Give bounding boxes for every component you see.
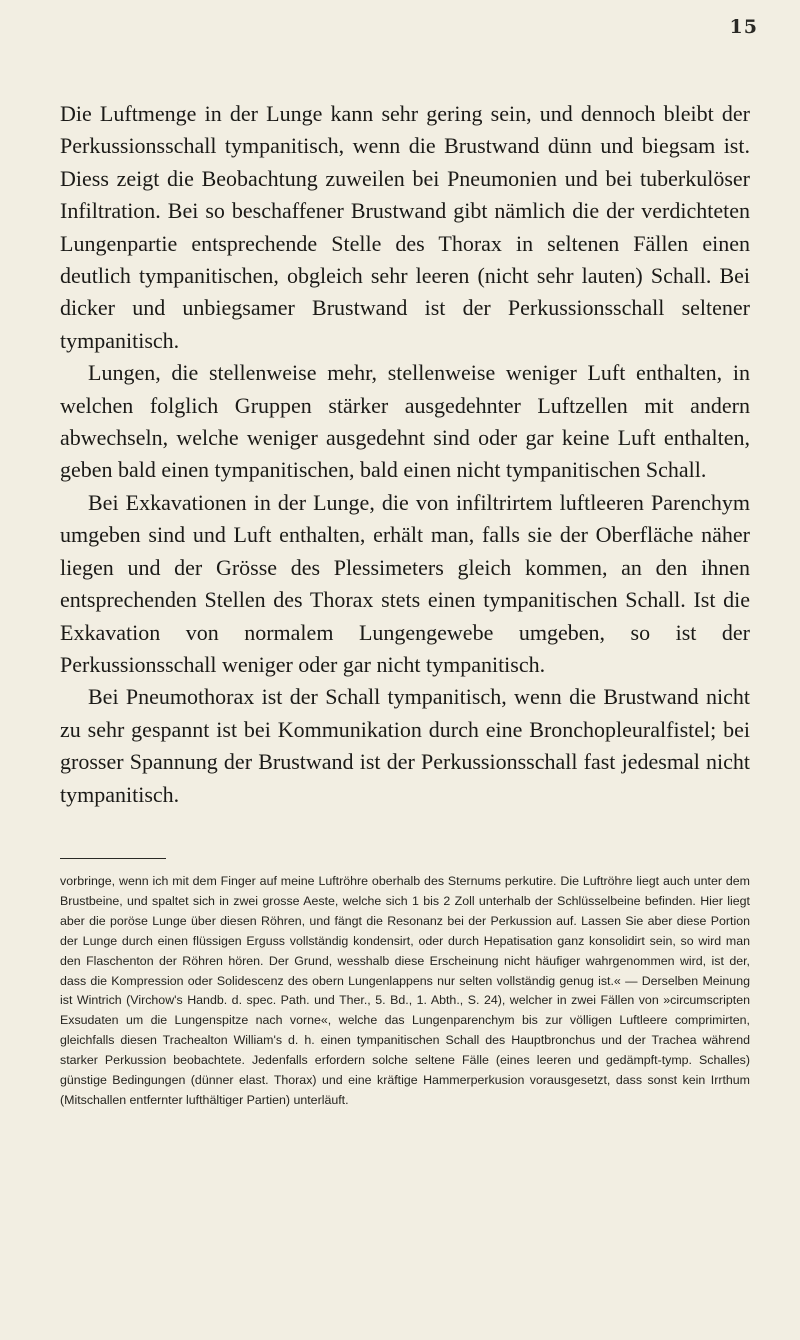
footnote-divider	[60, 858, 166, 859]
paragraph-2: Lungen, die stellenweise mehr, stellenweise weniger Luft enthalten, in welchen folglich Gruppen stärker ausgedehnter Luftzellen mit andern abwechseln, welche weniger ausgedehnt sind oder gar keine Luft enthalten, geben bald einen tympanitischen, bald einen nicht tympanitischen Schall.	[60, 360, 750, 483]
paragraph-1: Die Luftmenge in der Lunge kann sehr gering sein, und dennoch bleibt der Perkussionsschall tympanitisch, wenn die Brustwand dünn und biegsam ist. Diess zeigt die Beobachtung zuweilen bei Pneumonien und bei tuberkulöser Infiltration. Bei so beschaffener Brustwand gibt nämlich die der verdichteten Lungenpartie entsprechende Stelle des Thorax in seltenen Fällen einen deutlich tympanitischen, obgleich sehr leeren (nicht sehr lauten) Schall. Bei dicker und unbiegsamer Brustwand ist der Perkussionsschall seltener tympanitisch.	[60, 101, 750, 353]
paragraph-4: Bei Pneumothorax ist der Schall tympanitisch, wenn die Brustwand nicht zu sehr gespannt ist bei Kommunikation durch eine Bronchopleuralfistel; bei grosser Spannung der Brustwand ist der Perkussionsschall fast jedesmal nicht tympanitisch.	[60, 684, 750, 807]
footnote-text: vorbringe, wenn ich mit dem Finger auf meine Luftröhre oberhalb des Sternums perkutire. Die Luftröhre liegt auch unter dem Brustbeine, und spaltet sich in zwei grosse Aeste, welche sich 1 bis 2 Zoll unterhalb der Schlüsselbeine befinden. Hier liegt aber die poröse Lunge über diesen Röhren, und fängt die Resonanz bei der Perkussion auf. Lassen Sie aber diese Portion der Lunge durch einen flüssigen Erguss vollständig kondensirt, oder durch Hepatisation ganz konsolidirt sein, so wird man den Flaschenton der Röhren hören. Der Grund, wesshalb diese Erscheinung nicht häufiger wahrgenommen wird, ist der, dass die Kompression oder Solidescenz des obern Lungenlappens nur selten vollständig genug ist.« — Derselben Meinung ist Wintrich (Virchow's Handb. d. spec. Path. und Ther., 5. Bd., 1. Abth., S. 24), welcher in zwei Fällen von »circumscripten Exsudaten um die Lungenspitze nach vorne«, welche das Lungenparenchym bis zur völligen Luftleere comprimirten, gleichfalls diesen Trachealton William's d. h. einen tympanitischen Schall des Hauptbronchus und der Trachea während starker Perkussion beobachtete. Jedenfalls erfordern solche seltene Fälle (eines leeren und gedämpft-tymp. Schalles) günstige Bedingungen (dünner elast. Thorax) und eine kräftige Hammerperkusion vorausgesetzt, dass sonst kein Irrthum (Mitschallen entfernter lufthältiger Partien) unterläuft.	[60, 874, 750, 1107]
body-text	[60, 98, 750, 811]
page-number: 15	[729, 16, 758, 38]
paragraph-3: Bei Exkavationen in der Lunge, die von infiltrirtem luftleeren Parenchym umgeben sind und Luft enthalten, erhält man, falls sie der Oberfläche näher liegen und der Grösse des Plessimeters gleich kommen, an den ihnen entsprechenden Stellen des Thorax stets einen tympanitischen Schall. Ist die Exkavation von normalem Lungengewebe umgeben, so ist der Perkussionsschall weniger oder gar nicht tympanitisch.	[60, 489, 750, 677]
